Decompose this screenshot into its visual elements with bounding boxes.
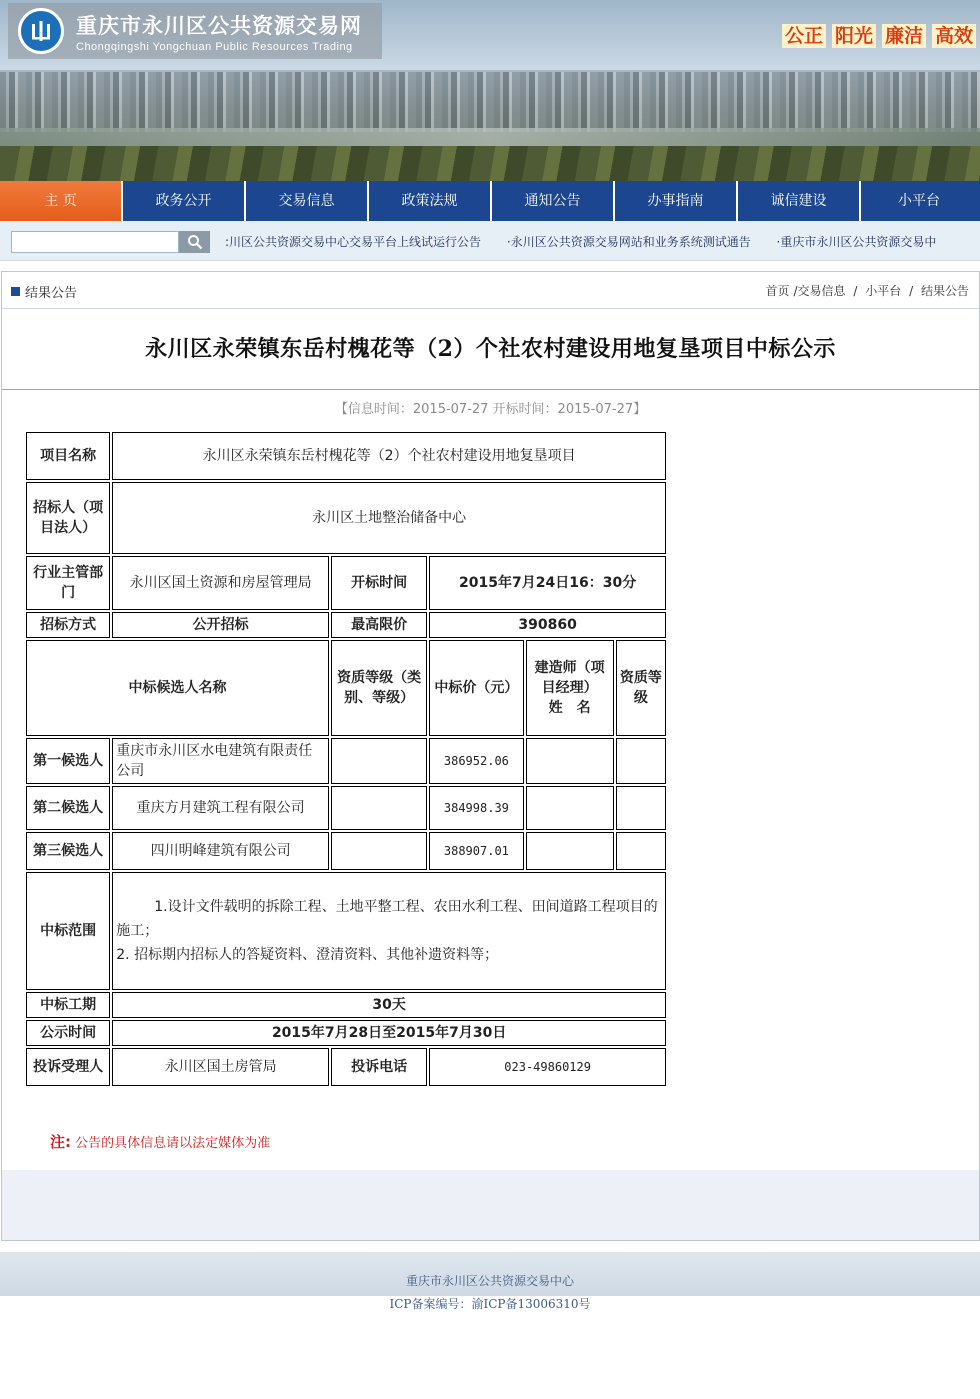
slogan-item: 公正 (782, 24, 826, 48)
site-logo[interactable] (8, 3, 382, 59)
bid-price-header: 中标价（元） (429, 640, 523, 736)
award-table (24, 430, 668, 1088)
footer-org: 重庆市永川区公共资源交易中心 (405, 1274, 574, 1288)
candidate-price: 388907.01 (429, 832, 523, 870)
site-name: 重庆市永川区公共资源交易网 (76, 12, 362, 38)
candidate-name: 四川明峰建筑有限公司 (112, 832, 329, 870)
candidate-pm-name (526, 786, 614, 830)
scope-label: 中标范围 (26, 872, 110, 990)
nav-policies[interactable]: 政策法规 (367, 181, 490, 221)
header-banner (0, 0, 980, 181)
note-mark: 注: (50, 1133, 71, 1151)
breadcrumb (762, 282, 970, 299)
dept-label: 行业主管部门 (26, 556, 110, 610)
complaint-body: 永川区国土房管局 (112, 1048, 329, 1086)
breadcrumb-home[interactable]: 首页 (765, 284, 790, 298)
tenderer-value: 永川区土地整治储备中心 (112, 482, 666, 554)
info-time: 【信息时间：2015-07-27 开标时间：2015-07-27】 (334, 402, 647, 417)
candidate-pm-qualification (616, 832, 666, 870)
max-price-label: 最高限价 (331, 612, 427, 638)
tenderer-label: 招标人（项目法人） (26, 482, 110, 554)
slogan-item: 阳光 (832, 24, 876, 48)
footer-icp[interactable]: ICP备案编号：渝ICP备13006310号 (389, 1297, 591, 1311)
candidate-rank: 第三候选人 (26, 832, 110, 870)
project-manager-header-line2: 姓 名 (548, 700, 591, 716)
table-row (26, 738, 666, 784)
search-bar (0, 221, 980, 261)
note-text: 公告的具体信息请以法定媒体为准 (75, 1136, 271, 1151)
complaint-label: 投诉受理人 (26, 1048, 110, 1086)
candidate-pm-name (526, 832, 614, 870)
breadcrumb-trading-info[interactable]: /交易信息 (793, 284, 846, 298)
candidate-price: 384998.39 (429, 786, 523, 830)
main-nav (0, 181, 980, 221)
breadcrumb-small-platform[interactable]: 小平台 (865, 284, 902, 298)
publicity-value: 2015年7月28日至2015年7月30日 (112, 1020, 666, 1046)
nav-guide[interactable]: 办事指南 (613, 181, 736, 221)
nav-notices[interactable]: 通知公告 (490, 181, 613, 221)
candidate-pm-qualification (616, 786, 666, 830)
section-title (11, 282, 77, 301)
ticker-item[interactable]: ·永川区公共资源交易网站和业务系统测试通告 (506, 235, 751, 249)
table-row (26, 832, 666, 870)
ticker-item[interactable]: ·重庆市永川区公共资源交易中 (776, 235, 937, 249)
banner-river (0, 128, 980, 148)
section-title-text: 结果公告 (25, 286, 78, 301)
section-header (2, 272, 979, 309)
scope-value (112, 872, 666, 990)
search-input[interactable] (11, 231, 179, 253)
candidate-pm-name (526, 738, 614, 784)
slogan (782, 24, 976, 48)
table-row (26, 786, 666, 830)
slogan-item: 高效 (932, 24, 976, 48)
breadcrumb-separator: / (909, 284, 914, 298)
legal-note (50, 1131, 270, 1152)
candidate-name: 重庆方月建筑工程有限公司 (112, 786, 329, 830)
ticker-item[interactable]: :川区公共资源交易中心交易平台上线试运行公告 (225, 235, 482, 249)
candidate-rank: 第二候选人 (26, 786, 110, 830)
nav-government-affairs[interactable]: 政务公开 (121, 181, 244, 221)
scope-line-1: 1.设计文件载明的拆除工程、土地平整工程、农田水利工程、田间道路工程项目的施工； (116, 899, 658, 939)
page-title: 永川区永荣镇东岳村槐花等（2）个社农村建设用地复垦项目中标公示 (145, 336, 836, 362)
nav-trading-info[interactable]: 交易信息 (244, 181, 367, 221)
logo-emblem-icon (18, 8, 64, 54)
period-label: 中标工期 (26, 992, 110, 1018)
search-icon (187, 234, 203, 250)
candidate-price: 386952.06 (429, 738, 523, 784)
banner-cityscape (0, 72, 980, 132)
open-time-value: 2015年7月24日16：30分 (429, 556, 666, 610)
breadcrumb-separator: / (853, 284, 858, 298)
title-divider (2, 389, 979, 390)
candidate-name-header: 中标候选人名称 (26, 640, 329, 736)
nav-home[interactable]: 主 页 (0, 181, 121, 221)
site-name-en: Chongqingshi Yongchuan Public Resources Trading (76, 40, 353, 53)
candidate-qualification (331, 786, 427, 830)
method-label: 招标方式 (26, 612, 110, 638)
project-name-label: 项目名称 (26, 432, 110, 480)
nav-small-platform[interactable]: 小平台 (859, 181, 977, 221)
phone-label: 投诉电话 (331, 1048, 427, 1086)
max-price-value: 390860 (429, 612, 666, 638)
period-value: 30天 (112, 992, 666, 1018)
content-footer-band (2, 1170, 979, 1240)
project-manager-header-line1: 建造师（项目经理） (534, 660, 605, 696)
project-name-value: 永川区永荣镇东岳村槐花等（2）个社农村建设用地复垦项目 (112, 432, 666, 480)
scope-line-2: 2. 招标期内招标人的答疑资料、澄清资料、其他补遗资料等； (116, 947, 499, 963)
search-button[interactable] (179, 231, 210, 253)
publicity-label: 公示时间 (26, 1020, 110, 1046)
candidate-qualification (331, 738, 427, 784)
candidate-qualification (331, 832, 427, 870)
open-time-label: 开标时间 (331, 556, 427, 610)
project-manager-header (526, 640, 614, 736)
breadcrumb-result-notice[interactable]: 结果公告 (920, 284, 969, 298)
candidate-pm-qualification (616, 738, 666, 784)
qualification-header: 资质等级（类别、等级） (331, 640, 427, 736)
candidate-name: 重庆市永川区水电建筑有限责任公司 (112, 738, 329, 784)
dept-value: 永川区国土资源和房屋管理局 (112, 556, 329, 610)
slogan-item: 廉洁 (882, 24, 926, 48)
phone-value: 023-49860129 (429, 1048, 666, 1086)
candidate-rank: 第一候选人 (26, 738, 110, 784)
pm-qualification-header: 资质等级 (616, 640, 666, 736)
square-bullet-icon (11, 287, 20, 296)
method-value: 公开招标 (112, 612, 329, 638)
nav-credit[interactable]: 诚信建设 (736, 181, 859, 221)
news-ticker (225, 231, 975, 253)
banner-fields (0, 146, 980, 181)
content-panel (1, 271, 980, 1241)
